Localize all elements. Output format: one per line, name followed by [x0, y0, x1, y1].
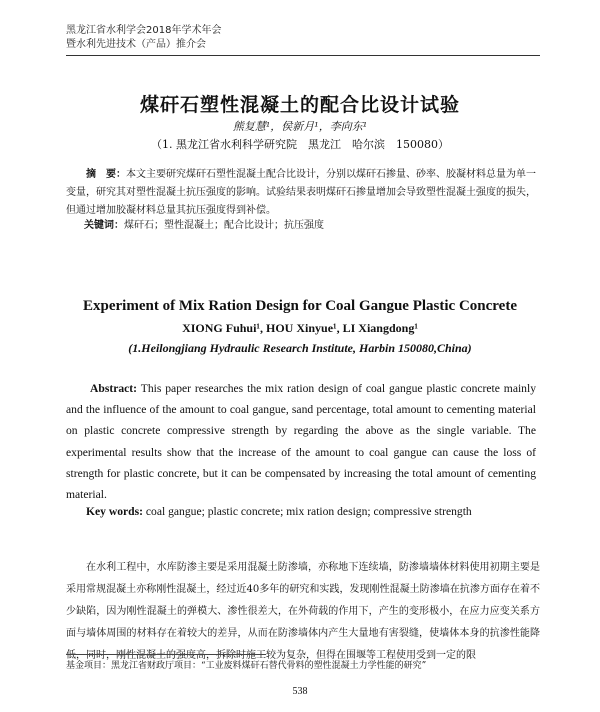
chinese-keywords-text: 煤矸石；塑性混凝土；配合比设计；抗压强度: [124, 220, 324, 231]
header-line-1: 黑龙江省水利学会2018年学术年会: [66, 25, 222, 36]
chinese-abstract-label: 摘 要：: [86, 169, 126, 180]
header-divider: [66, 55, 540, 56]
footnote-divider: [66, 654, 266, 655]
chinese-affiliation: （1. 黑龙江省水利科学研究院 黑龙江 哈尔滨 150080）: [151, 138, 449, 151]
running-header: [66, 24, 221, 52]
funding-footnote: 基金项目：黑龙江省财政厅项目：“工业废料煤矸石替代骨料的塑性混凝土力学性能的研究”: [66, 661, 427, 671]
english-keywords-text: coal gangue; plastic concrete; mix ration design; compressive strength: [145, 505, 472, 518]
english-abstract: [66, 378, 536, 505]
english-keywords: [86, 505, 472, 518]
english-keywords-label: Key words:: [86, 505, 143, 518]
chinese-authors: 熊复慧¹，侯新月¹，李向东¹: [232, 120, 368, 133]
english-title: Experiment of Mix Ration Design for Coal Gangue Plastic Concrete: [83, 298, 517, 314]
chinese-abstract: [66, 166, 544, 220]
header-line-2: 暨水利先进技术（产品）推介会: [66, 39, 206, 50]
chinese-keywords-label: 关键词：: [84, 220, 124, 231]
english-abstract-label: Abstract:: [90, 382, 138, 395]
english-authors: XIONG Fuhui¹, HOU Xinyue¹, LI Xiangdong¹: [182, 321, 418, 335]
english-abstract-text: This paper researches the mix ration design of coal gangue plastic concrete mainly and the influence of the amount to coal gangue, sand percentage, total amount to cementing material on plastic concrete compressive strength by regarding the above as the single variable. The experimental results show that the increase of the amount to coal gangue can cause the loss of strength for plastic concrete, but it can be compensated by increasing the total amount of cementing material.: [66, 382, 536, 502]
chinese-abstract-text: 本文主要研究煤矸石塑性混凝土配合比设计，分别以煤矸石掺量、砂率、胶凝材料总量为单一变量，研究其对塑性混凝土抗压强度的影响。试验结果表明煤矸石掺量增加会导致塑性混凝土强度的损失，但通过增加胶凝材料总量其抗压强度得到补偿。: [66, 169, 536, 216]
chinese-keywords: [84, 216, 324, 231]
english-affiliation: (1.Heilongjiang Hydraulic Research Institute, Harbin 150080,China): [128, 341, 472, 355]
body-paragraph: 在水利工程中，水库防渗主要是采用混凝土防渗墙，亦称地下连续墙，防渗墙墙体材料使用初期主要是采用常规混凝土亦称刚性混凝土，经过近40多年的研究和实践，发现刚性混凝土防渗墙在抗渗方面存在着不少缺陷，因为刚性混凝土的弹模大、渗性很差大，在外荷载的作用下，产生的变形极小，在应力应变关系方面与墙体周围的材料存在着较大的差异，从而在防渗墙体内产生大量地有害裂缝，使墙体本身的抗渗性能降低，同时，刚性混凝土的强度高，拆除时施工较为复杂，但得在围堰等工程使用受到一定的限: [66, 562, 540, 661]
page-number: 538: [292, 686, 308, 697]
chinese-title: 煤矸石塑性混凝土的配合比设计试验: [139, 94, 460, 116]
